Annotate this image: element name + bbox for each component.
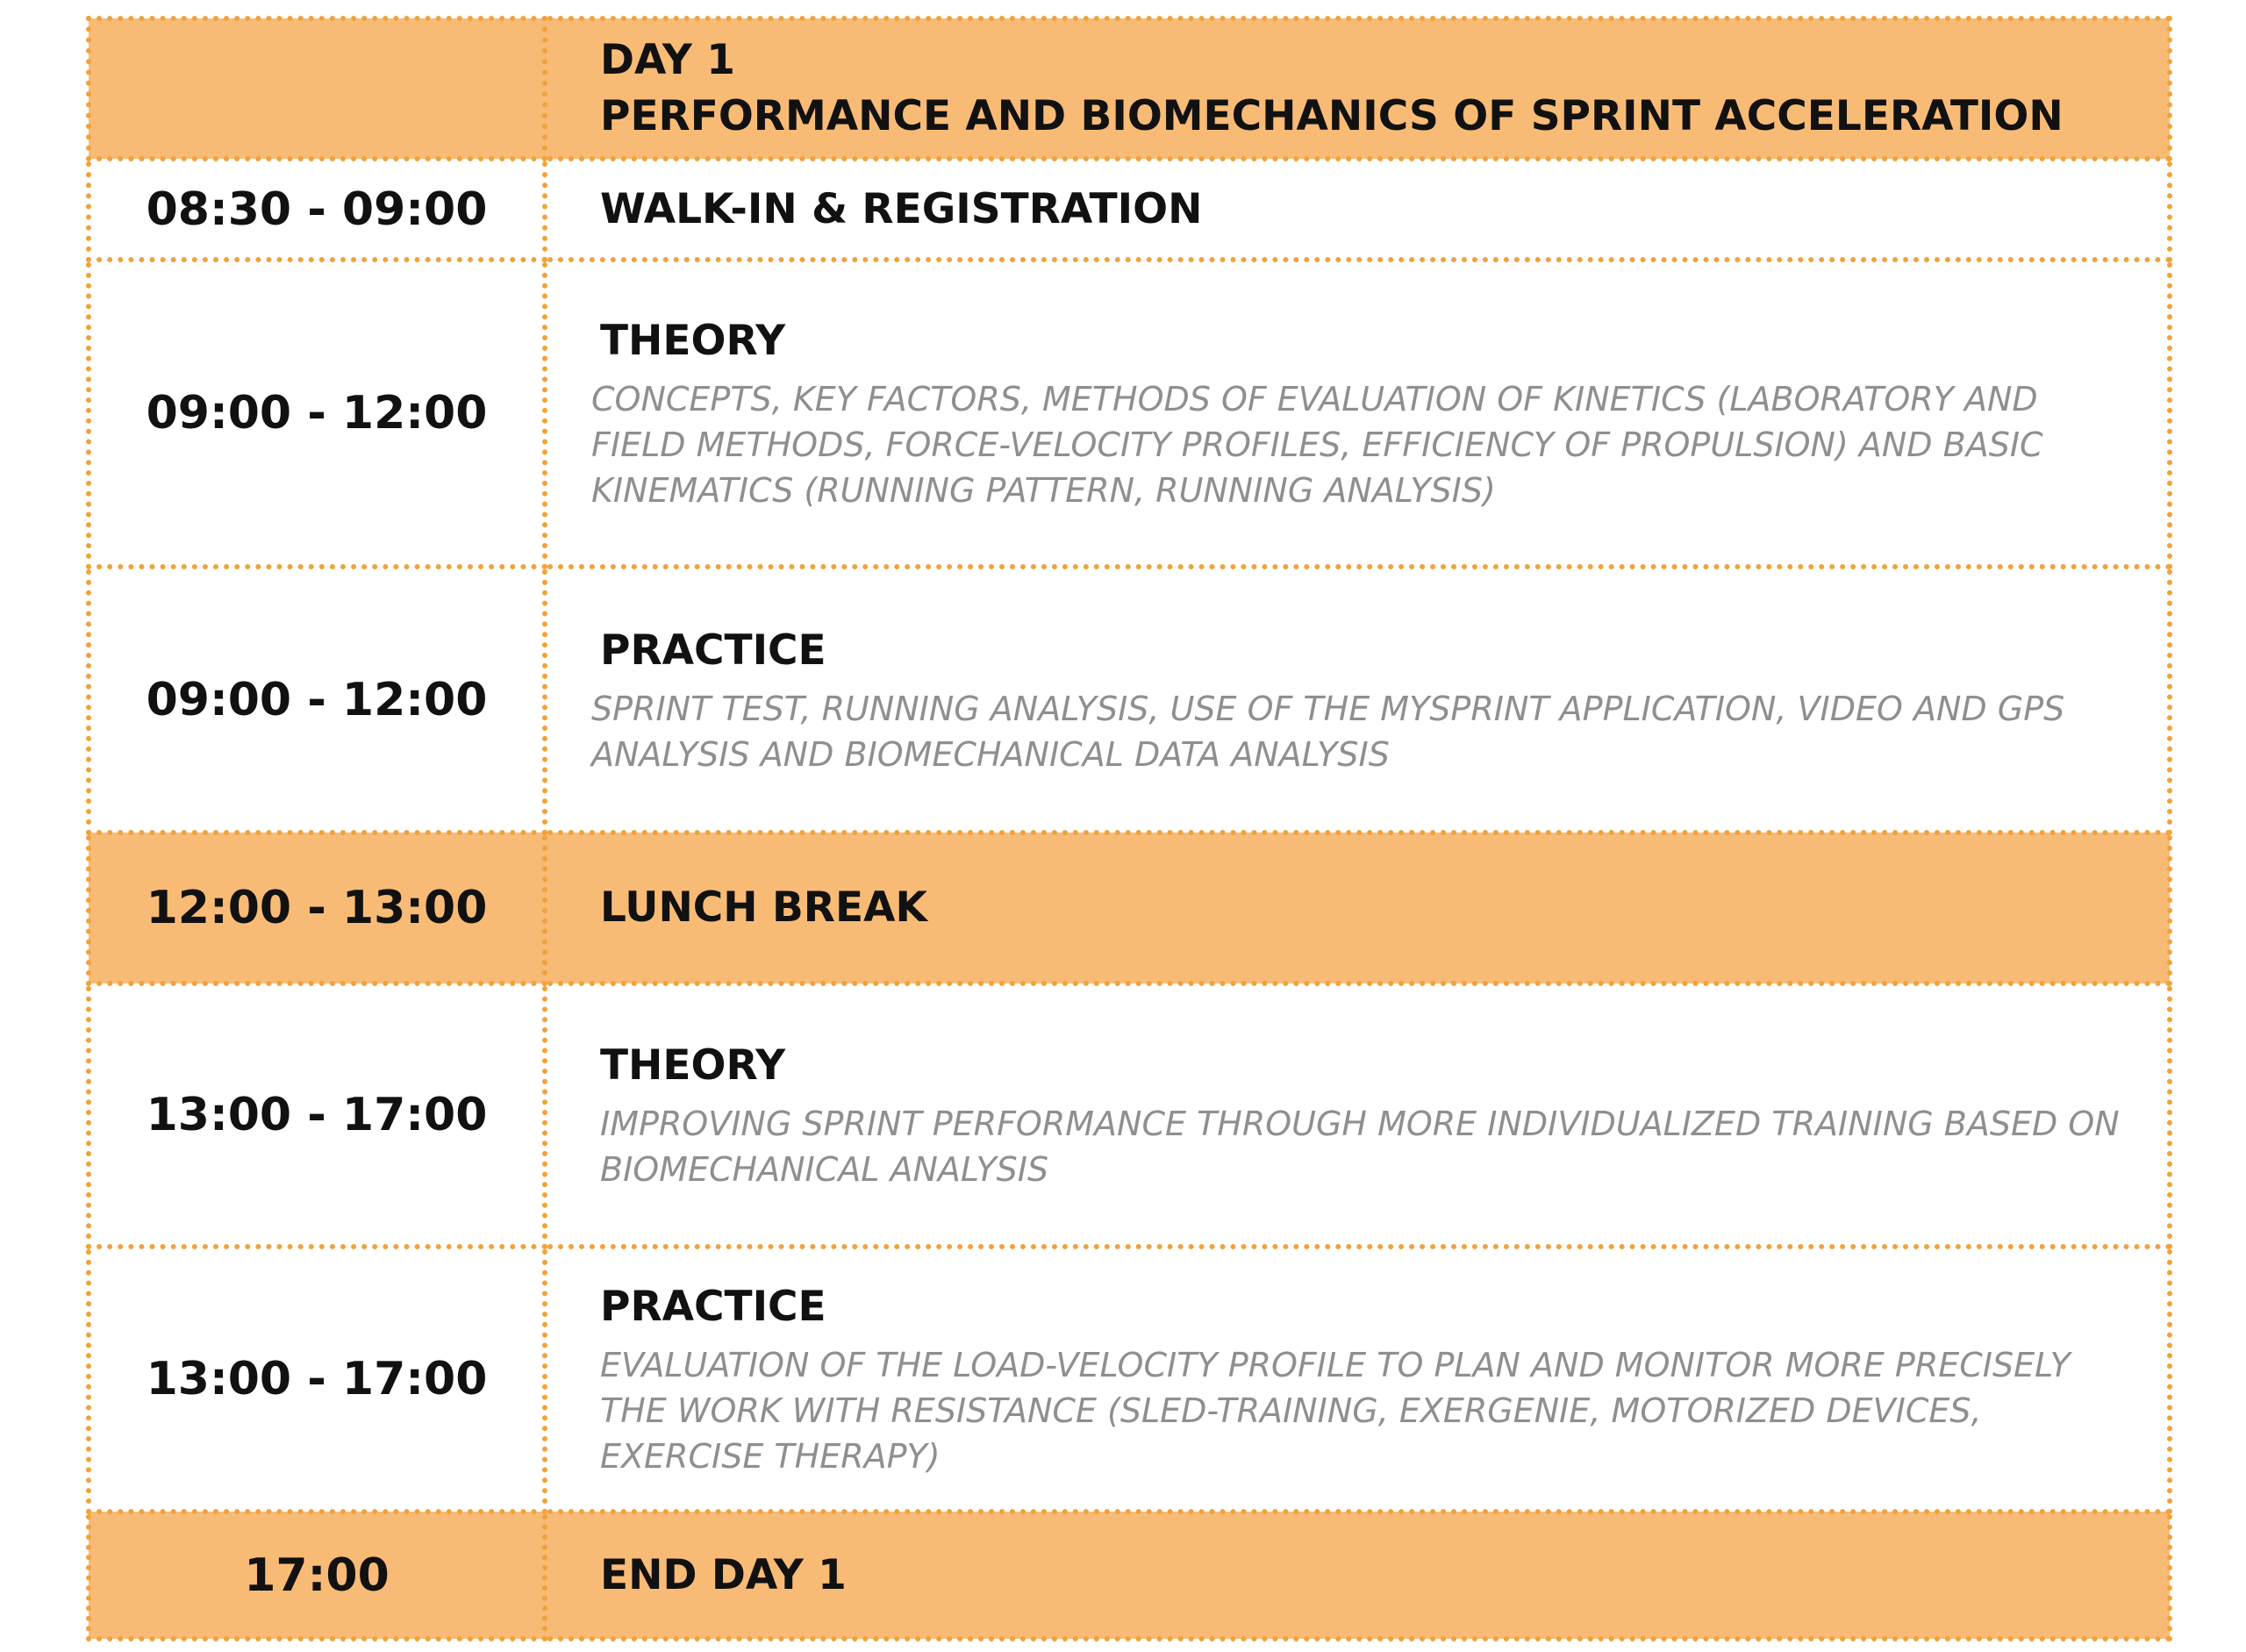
schedule-row	[89, 567, 2170, 833]
activity-cell	[545, 1512, 2170, 1639]
schedule-row	[89, 1247, 2170, 1512]
activity-description: SPRINT TEST, RUNNING ANALYSIS, USE OF THE MYSPRINT APPLICATION, VIDEO AND GPS ANALYSIS AND BIOMECHANICAL DATA ANALYSIS	[591, 689, 2065, 774]
schedule-row	[89, 260, 2170, 567]
time-cell: 09:00 - 12:00	[89, 260, 545, 567]
activity-cell	[545, 833, 2170, 983]
day-1-schedule-table	[86, 16, 2172, 1641]
activity-cell	[545, 1247, 2170, 1512]
schedule-row-highlight	[89, 1512, 2170, 1639]
activity-cell	[545, 260, 2170, 567]
activity-title: END DAY 1	[600, 1550, 847, 1599]
header-title-cell	[545, 18, 2170, 159]
activity-cell	[545, 567, 2170, 833]
day-title: PERFORMANCE AND BIOMECHANICS OF SPRINT ACCELERATION	[600, 92, 2064, 140]
time-cell: 17:00	[89, 1512, 545, 1639]
activity-cell	[545, 159, 2170, 260]
header-row	[89, 18, 2170, 159]
time-cell: 13:00 - 17:00	[89, 983, 545, 1247]
activity-title: WALK-IN & REGISTRATION	[600, 184, 1203, 233]
schedule-row	[89, 983, 2170, 1247]
activity-title: THEORY	[600, 1041, 786, 1090]
schedule-row-highlight	[89, 833, 2170, 983]
schedule-row	[89, 159, 2170, 260]
activity-title: PRACTICE	[600, 1283, 826, 1331]
header-time-cell	[89, 18, 545, 159]
activity-description: CONCEPTS, KEY FACTORS, METHODS OF EVALUATION OF KINETICS (LABORATORY AND FIELD METHODS, FORCE-VELOCITY PROFILES, EFFICIENCY OF PROPULSION) AND BASIC KINEMATICS (RUNNING PATTERN, RUNNING ANALYSIS)	[591, 380, 2043, 510]
time-cell: 08:30 - 09:00	[89, 159, 545, 260]
activity-title: PRACTICE	[600, 626, 826, 675]
activity-description: EVALUATION OF THE LOAD-VELOCITY PROFILE TO PLAN AND MONITOR MORE PRECISELY THE WORK WITH RESISTANCE (SLED-TRAINING, EXERGENIE, MOTORIZED DEVICES, EXERCISE THERAPY)	[600, 1346, 2071, 1476]
activity-title: LUNCH BREAK	[600, 883, 927, 932]
activity-description: IMPROVING SPRINT PERFORMANCE THROUGH MORE INDIVIDUALIZED TRAINING BASED ON BIOMECHANICAL ANALYSIS	[600, 1105, 2120, 1189]
time-cell: 13:00 - 17:00	[89, 1247, 545, 1512]
time-cell: 12:00 - 13:00	[89, 833, 545, 983]
day-label: DAY 1	[600, 36, 735, 84]
time-cell: 09:00 - 12:00	[89, 567, 545, 833]
activity-title: THEORY	[600, 317, 786, 365]
activity-cell	[545, 983, 2170, 1247]
